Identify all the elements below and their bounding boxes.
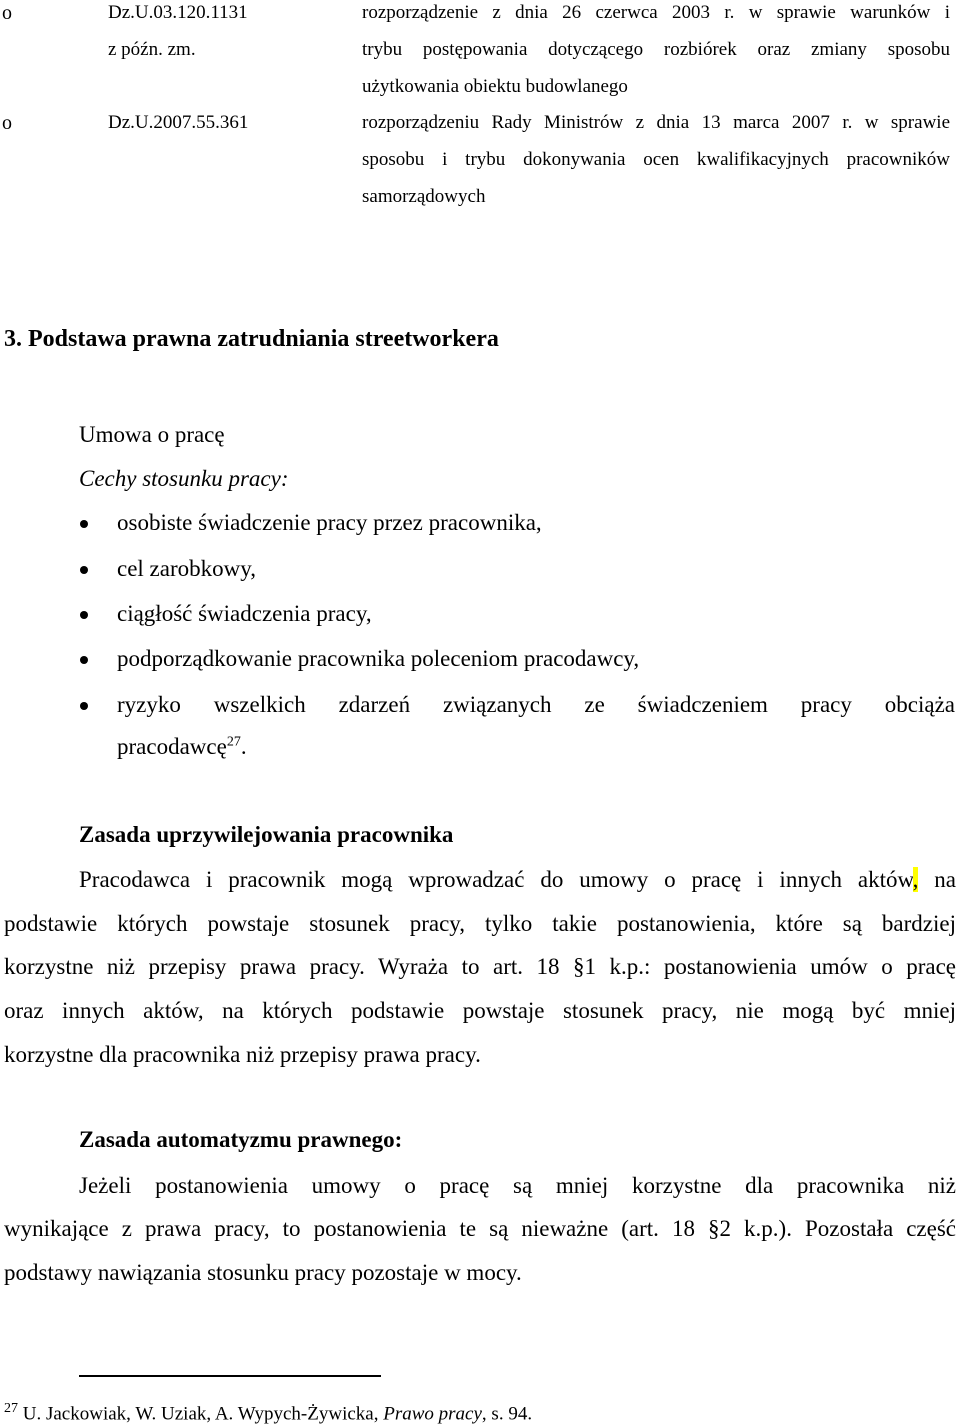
- paragraph-line: korzystne niż przepisy prawa pracy. Wyraża to art. 18 §1 k.p.: postanowienia umów o pracę: [4, 954, 956, 979]
- paragraph-text: na: [918, 867, 956, 892]
- footnote-ref: 27: [226, 734, 241, 750]
- footnote: [4, 1401, 532, 1425]
- list-bullet: o: [2, 2, 12, 24]
- paragraph-text: Pracodawca i pracownik mogą wprowadzać do umowy o pracę i innych aktów: [79, 867, 913, 892]
- paragraph-line: korzystne dla pracownika niż przepisy prawa pracy.: [4, 1042, 481, 1067]
- reference-code-cont: z późn. zm.: [108, 39, 196, 60]
- reference-description: samorządowych: [362, 186, 486, 207]
- bullet-dot: [80, 611, 88, 619]
- automatism-heading: Zasada automatyzmu prawnego:: [79, 1127, 403, 1152]
- footnote-pages: , s. 94.: [481, 1403, 533, 1425]
- umowa-heading: Umowa o pracę: [79, 422, 225, 447]
- reference-description: rozporządzenie z dnia 26 czerwca 2003 r. w sprawie warunków i: [362, 2, 950, 23]
- list-item: podporządkowanie pracownika poleceniom pracodawcy,: [117, 646, 640, 671]
- footnote-title: Prawo pracy: [383, 1403, 482, 1425]
- list-item-end: .: [240, 734, 247, 759]
- reference-description: użytkowania obiektu budowlanego: [362, 76, 628, 97]
- list-item: cel zarobkowy,: [117, 556, 256, 581]
- list-item: ryzyko wszelkich zdarzeń związanych ze świadczeniem pracy obciąża: [117, 692, 955, 717]
- list-bullet: o: [2, 112, 12, 134]
- section-title: 3. Podstawa prawna zatrudniania streetworkera: [4, 326, 499, 352]
- bullet-dot: [80, 656, 88, 664]
- paragraph-line: Jeżeli postanowienia umowy o pracę są mniej korzystne dla pracownika niż: [79, 1173, 956, 1198]
- reference-code: Dz.U.03.120.1131: [108, 2, 248, 23]
- reference-description: sposobu i trybu dokonywania ocen kwalifikacyjnych pracowników: [362, 149, 950, 170]
- paragraph-line: [79, 865, 956, 895]
- list-item: ciągłość świadczenia pracy,: [117, 601, 372, 626]
- highlighted-comma: ,: [912, 867, 919, 892]
- bullet-dot: [80, 702, 88, 710]
- bullet-dot: [80, 520, 88, 528]
- privilege-heading: Zasada uprzywilejowania pracownika: [79, 822, 454, 847]
- list-item-cont: [117, 734, 247, 760]
- footnote-authors: U. Jackowiak, W. Uziak, A. Wypych-Żywicka,: [18, 1403, 384, 1425]
- list-item: osobiste świadczenie pracy przez pracownika,: [117, 510, 542, 535]
- paragraph-line: oraz innych aktów, na których podstawie powstaje stosunek pracy, nie mogą być mniej: [4, 998, 956, 1023]
- umowa-subheading: Cechy stosunku pracy:: [79, 466, 289, 491]
- reference-description: rozporządzeniu Rady Ministrów z dnia 13 marca 2007 r. w sprawie: [362, 112, 950, 133]
- footnote-number: 27: [4, 1401, 18, 1416]
- list-item-cont-text: pracodawcę: [117, 734, 227, 759]
- paragraph-line: podstawy nawiązania stosunku pracy pozostaje w mocy.: [4, 1260, 522, 1285]
- paragraph-line: wynikające z prawa pracy, to postanowienia te są nieważne (art. 18 §2 k.p.). Pozostała część: [4, 1216, 956, 1241]
- footnote-separator: [79, 1375, 381, 1377]
- reference-code: Dz.U.2007.55.361: [108, 112, 249, 133]
- bullet-dot: [80, 566, 88, 574]
- reference-description: trybu postępowania dotyczącego rozbiórek oraz zmiany sposobu: [362, 39, 950, 60]
- paragraph-line: podstawie których powstaje stosunek pracy, tylko takie postanowienia, które są bardziej: [4, 911, 956, 936]
